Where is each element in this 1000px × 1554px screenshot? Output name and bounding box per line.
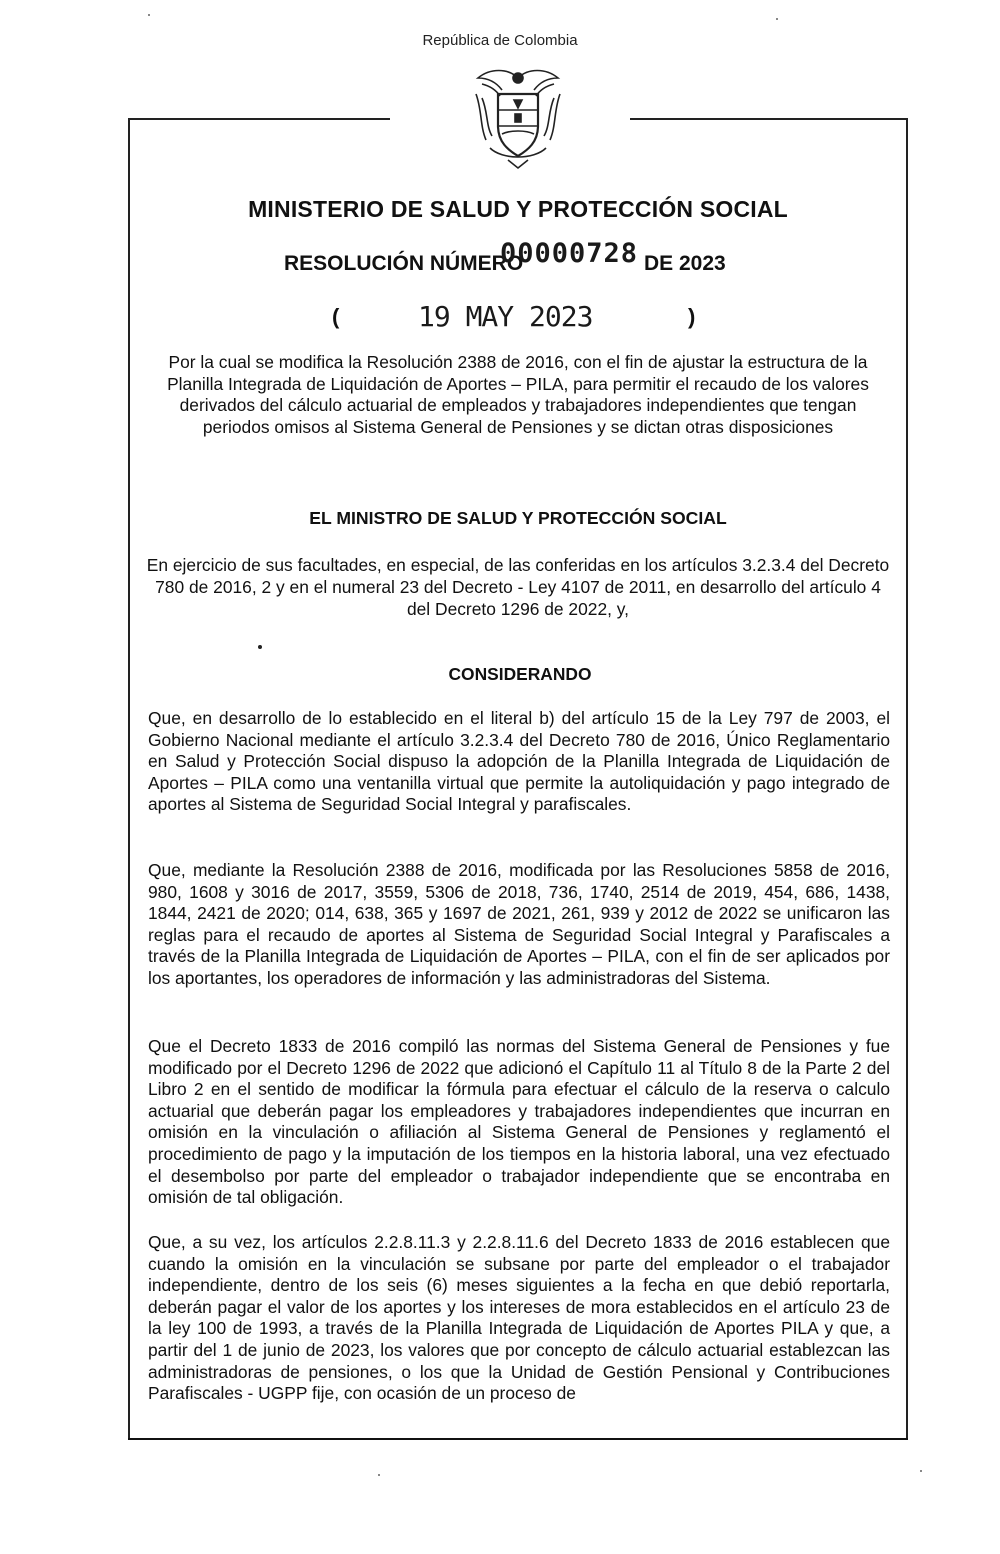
date-paren-close: ) [688, 304, 696, 329]
scan-speck [148, 14, 150, 16]
considering-paragraph-2: Que, mediante la Resolución 2388 de 2016, modificada por las Resoluciones 5858 de 2016, 980, 1608 y 3016 de 2017, 3559, 5306 de 2018, 736, 1740, 2514 de 2019, 454, 686, 1438, 1844, 2421 de 2020; 014, 638, 365 y 1697 de 2021, 261, 939 y 2012 de 2022 se unificaron las reglas para el recaudo de aportes al Sistema de Seguridad Social Integral y Parafiscales a través de la Planilla Integrada de Liquidación de Aportes – PILA, con el fin de ser aplicados por los aportantes, los operadores de información y las administradoras del Sistema. [148, 860, 890, 988]
scan-speck [378, 1474, 380, 1476]
considering-paragraph-3: Que el Decreto 1833 de 2016 compiló las normas del Sistema General de Pensiones y fue modificado por el Decreto 1296 de 2022 que adicionó el Capítulo 11 al Título 8 de la Parte 2 del Libro 2 en el sentido de modificar la fórmula para efectuar el cálculo de la reserva o calculo actuarial que deberán pagar los empleadores y trabajadores independientes que incurran en omisión en la vinculación o afiliación al Sistema General de Pensiones y reglamentó el procedimiento de pago y la imputación de los tiempos en la historia laboral, una vez efectuado el desembolso por parte del empleador o trabajador independiente que se encontraba en omisión de tal obligación. [148, 1036, 890, 1208]
country-header: República de Colombia [422, 32, 578, 49]
date-paren-open: ( [332, 304, 340, 329]
considering-paragraph-1: Que, en desarrollo de lo establecido en el literal b) del artículo 15 de la Ley 797 de 2003, el Gobierno Nacional mediante el artículo 3.2.3.4 del Decreto 780 de 2016, Único Reglamentario en Salud y Protección Social dispuso la adopción de la Planilla Integrada de Liquidación de Aportes – PILA como una ventanilla virtual que permite la autoliquidación y pago integrado de aportes al Sistema de Seguridad Social Integral y parafiscales. [148, 708, 890, 815]
coat-of-arms-seal [468, 64, 568, 172]
scan-speck [920, 1470, 922, 1472]
considering-heading: CONSIDERANDO [448, 664, 592, 684]
issuer-heading: EL MINISTRO DE SALUD Y PROTECCIÓN SOCIAL [309, 508, 727, 528]
resolution-number-stamp: 00000728 [500, 238, 639, 269]
stray-mark [258, 645, 262, 649]
resolution-year: DE 2023 [644, 252, 726, 275]
resolution-prefix: RESOLUCIÓN NÚMERO [284, 252, 524, 275]
frame-top-left-rule [128, 118, 390, 120]
date-stamp: 19 MAY 2023 [418, 300, 593, 333]
powers-paragraph: En ejercicio de sus facultades, en especial, de las conferidas en los artículos 3.2.3.4 del Decreto 780 de 2016, 2 y en el numeral 23 del Decreto - Ley 4107 de 2011, en desarrollo del artículo 4 del Decreto 1296 de 2022, y, [146, 555, 890, 619]
frame-top-right-rule [630, 118, 908, 120]
scan-speck [776, 18, 778, 20]
resolution-line [0, 238, 1000, 288]
frame-bottom-rule [128, 1438, 908, 1440]
resolution-summary: Por la cual se modifica la Resolución 2388 de 2016, con el fin de ajustar la estructura de la Planilla Integrada de Liquidación de Aportes – PILA, para permitir el recaudo de los valores derivados del cálculo actuarial de empleados y trabajadores independientes que tengan periodos omisos al Sistema General de Pensiones y se dictan otras disposiciones [167, 352, 869, 437]
ministry-title: MINISTERIO DE SALUD Y PROTECCIÓN SOCIAL [248, 196, 788, 222]
date-line [0, 300, 1000, 340]
considering-paragraph-4: Que, a su vez, los artículos 2.2.8.11.3 y 2.2.8.11.6 del Decreto 1833 de 2016 establecen que cuando la omisión en la vinculación se subsane por parte del empleador o el trabajador independiente, dentro de los seis (6) meses siguientes a la fecha en que debió reportarla, deberán pagar el valor de los aportes y los intereses de mora establecidos en el artículo 23 de la ley 100 de 1993, a través de la Planilla Integrada de Liquidación de Aportes PILA y que, a partir del 1 de junio de 2023, los valores que por concepto de cálculo actuarial establezcan las administradoras de pensiones, o los que la Unidad de Gestión Pensional y Contribuciones Parafiscales - UGPP fije, con ocasión de un proceso de [148, 1232, 890, 1404]
